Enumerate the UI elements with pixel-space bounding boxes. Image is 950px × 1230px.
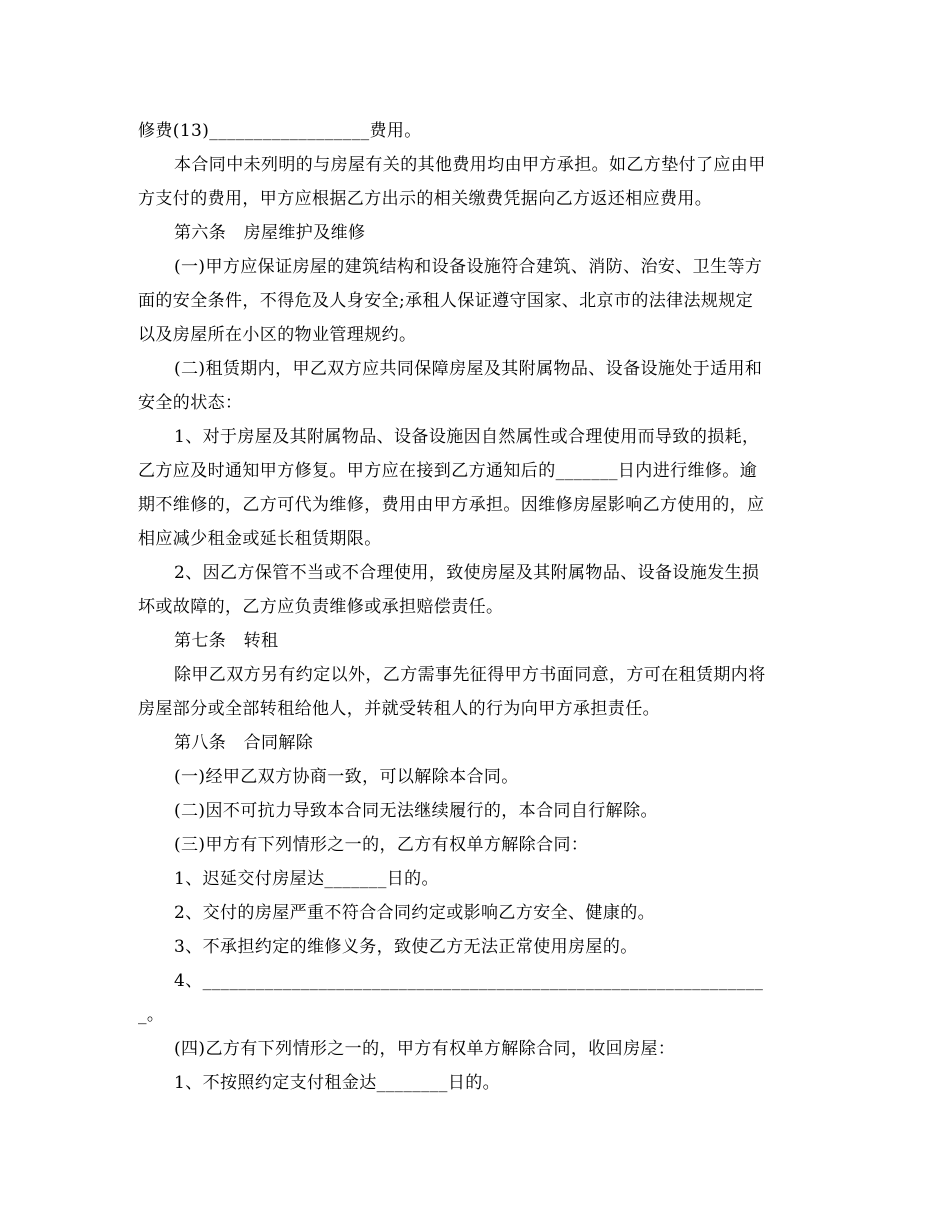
paragraph-line: 房屋部分或全部转租给他人，并就受转租人的行为向甲方承担责任。	[138, 699, 660, 719]
paragraph-line: 1、对于房屋及其附属物品、设备设施因自然属性或合理使用而导致的损耗，	[174, 427, 760, 447]
paragraph-line: 修费(13)__________________费用。	[138, 121, 422, 141]
paragraph-line: 面的安全条件，不得危及人身安全;承租人保证遵守国家、北京市的法律法规规定	[138, 291, 754, 311]
document-body	[138, 114, 813, 1100]
paragraph-line: (一)经甲乙双方协商一致，可以解除本合同。	[174, 767, 519, 787]
paragraph-line: (四)乙方有下列情形之一的，甲方有权单方解除合同，收回房屋：	[174, 1039, 676, 1059]
list-item: 4、_______________________________________________________________	[174, 971, 764, 991]
paragraph-line: (三)甲方有下列情形之一的，乙方有权单方解除合同：	[174, 835, 589, 855]
paragraph-line: 除甲乙双方另有约定以外，乙方需事先征得甲方书面同意，方可在租赁期内将	[174, 665, 766, 685]
paragraph-line: _。	[138, 1005, 165, 1025]
paragraph-line: 安全的状态：	[138, 393, 243, 413]
paragraph-line: 以及房屋所在小区的物业管理规约。	[138, 325, 417, 345]
paragraph-line: 坏或故障的，乙方应负责维修或承担赔偿责任。	[138, 597, 504, 617]
paragraph-line: 相应减少租金或延长租赁期限。	[138, 529, 382, 549]
article-heading: 第六条 房屋维护及维修	[174, 223, 366, 243]
paragraph-line: 本合同中未列明的与房屋有关的其他费用均由甲方承担。如乙方垫付了应由甲	[174, 155, 766, 175]
paragraph-line: (二)因不可抗力导致本合同无法继续履行的，本合同自行解除。	[174, 801, 658, 821]
paragraph-line: (一)甲方应保证房屋的建筑结构和设备设施符合建筑、消防、治安、卫生等方	[174, 257, 763, 277]
article-heading: 第八条 合同解除	[174, 733, 314, 753]
paragraph-line: 乙方应及时通知甲方修复。甲方应在接到乙方通知后的_______日内进行维修。逾	[138, 461, 758, 481]
list-item: 1、迟延交付房屋达_______日的。	[174, 869, 439, 889]
paragraph-line: 方支付的费用，甲方应根据乙方出示的相关缴费凭据向乙方返还相应费用。	[138, 189, 713, 209]
list-item: 1、不按照约定支付租金达________日的。	[174, 1073, 501, 1093]
list-item: 2、交付的房屋严重不符合合同约定或影响乙方安全、健康的。	[174, 903, 656, 923]
list-item: 3、不承担约定的维修义务，致使乙方无法正常使用房屋的。	[174, 937, 638, 957]
paragraph-line: 期不维修的，乙方可代为维修，费用由甲方承担。因维修房屋影响乙方使用的，应	[138, 495, 765, 515]
article-heading: 第七条 转租	[174, 631, 279, 651]
paragraph-line: 2、因乙方保管不当或不合理使用，致使房屋及其附属物品、设备设施发生损	[174, 563, 760, 583]
paragraph-line: (二)租赁期内，甲乙双方应共同保障房屋及其附属物品、设备设施处于适用和	[174, 359, 763, 379]
